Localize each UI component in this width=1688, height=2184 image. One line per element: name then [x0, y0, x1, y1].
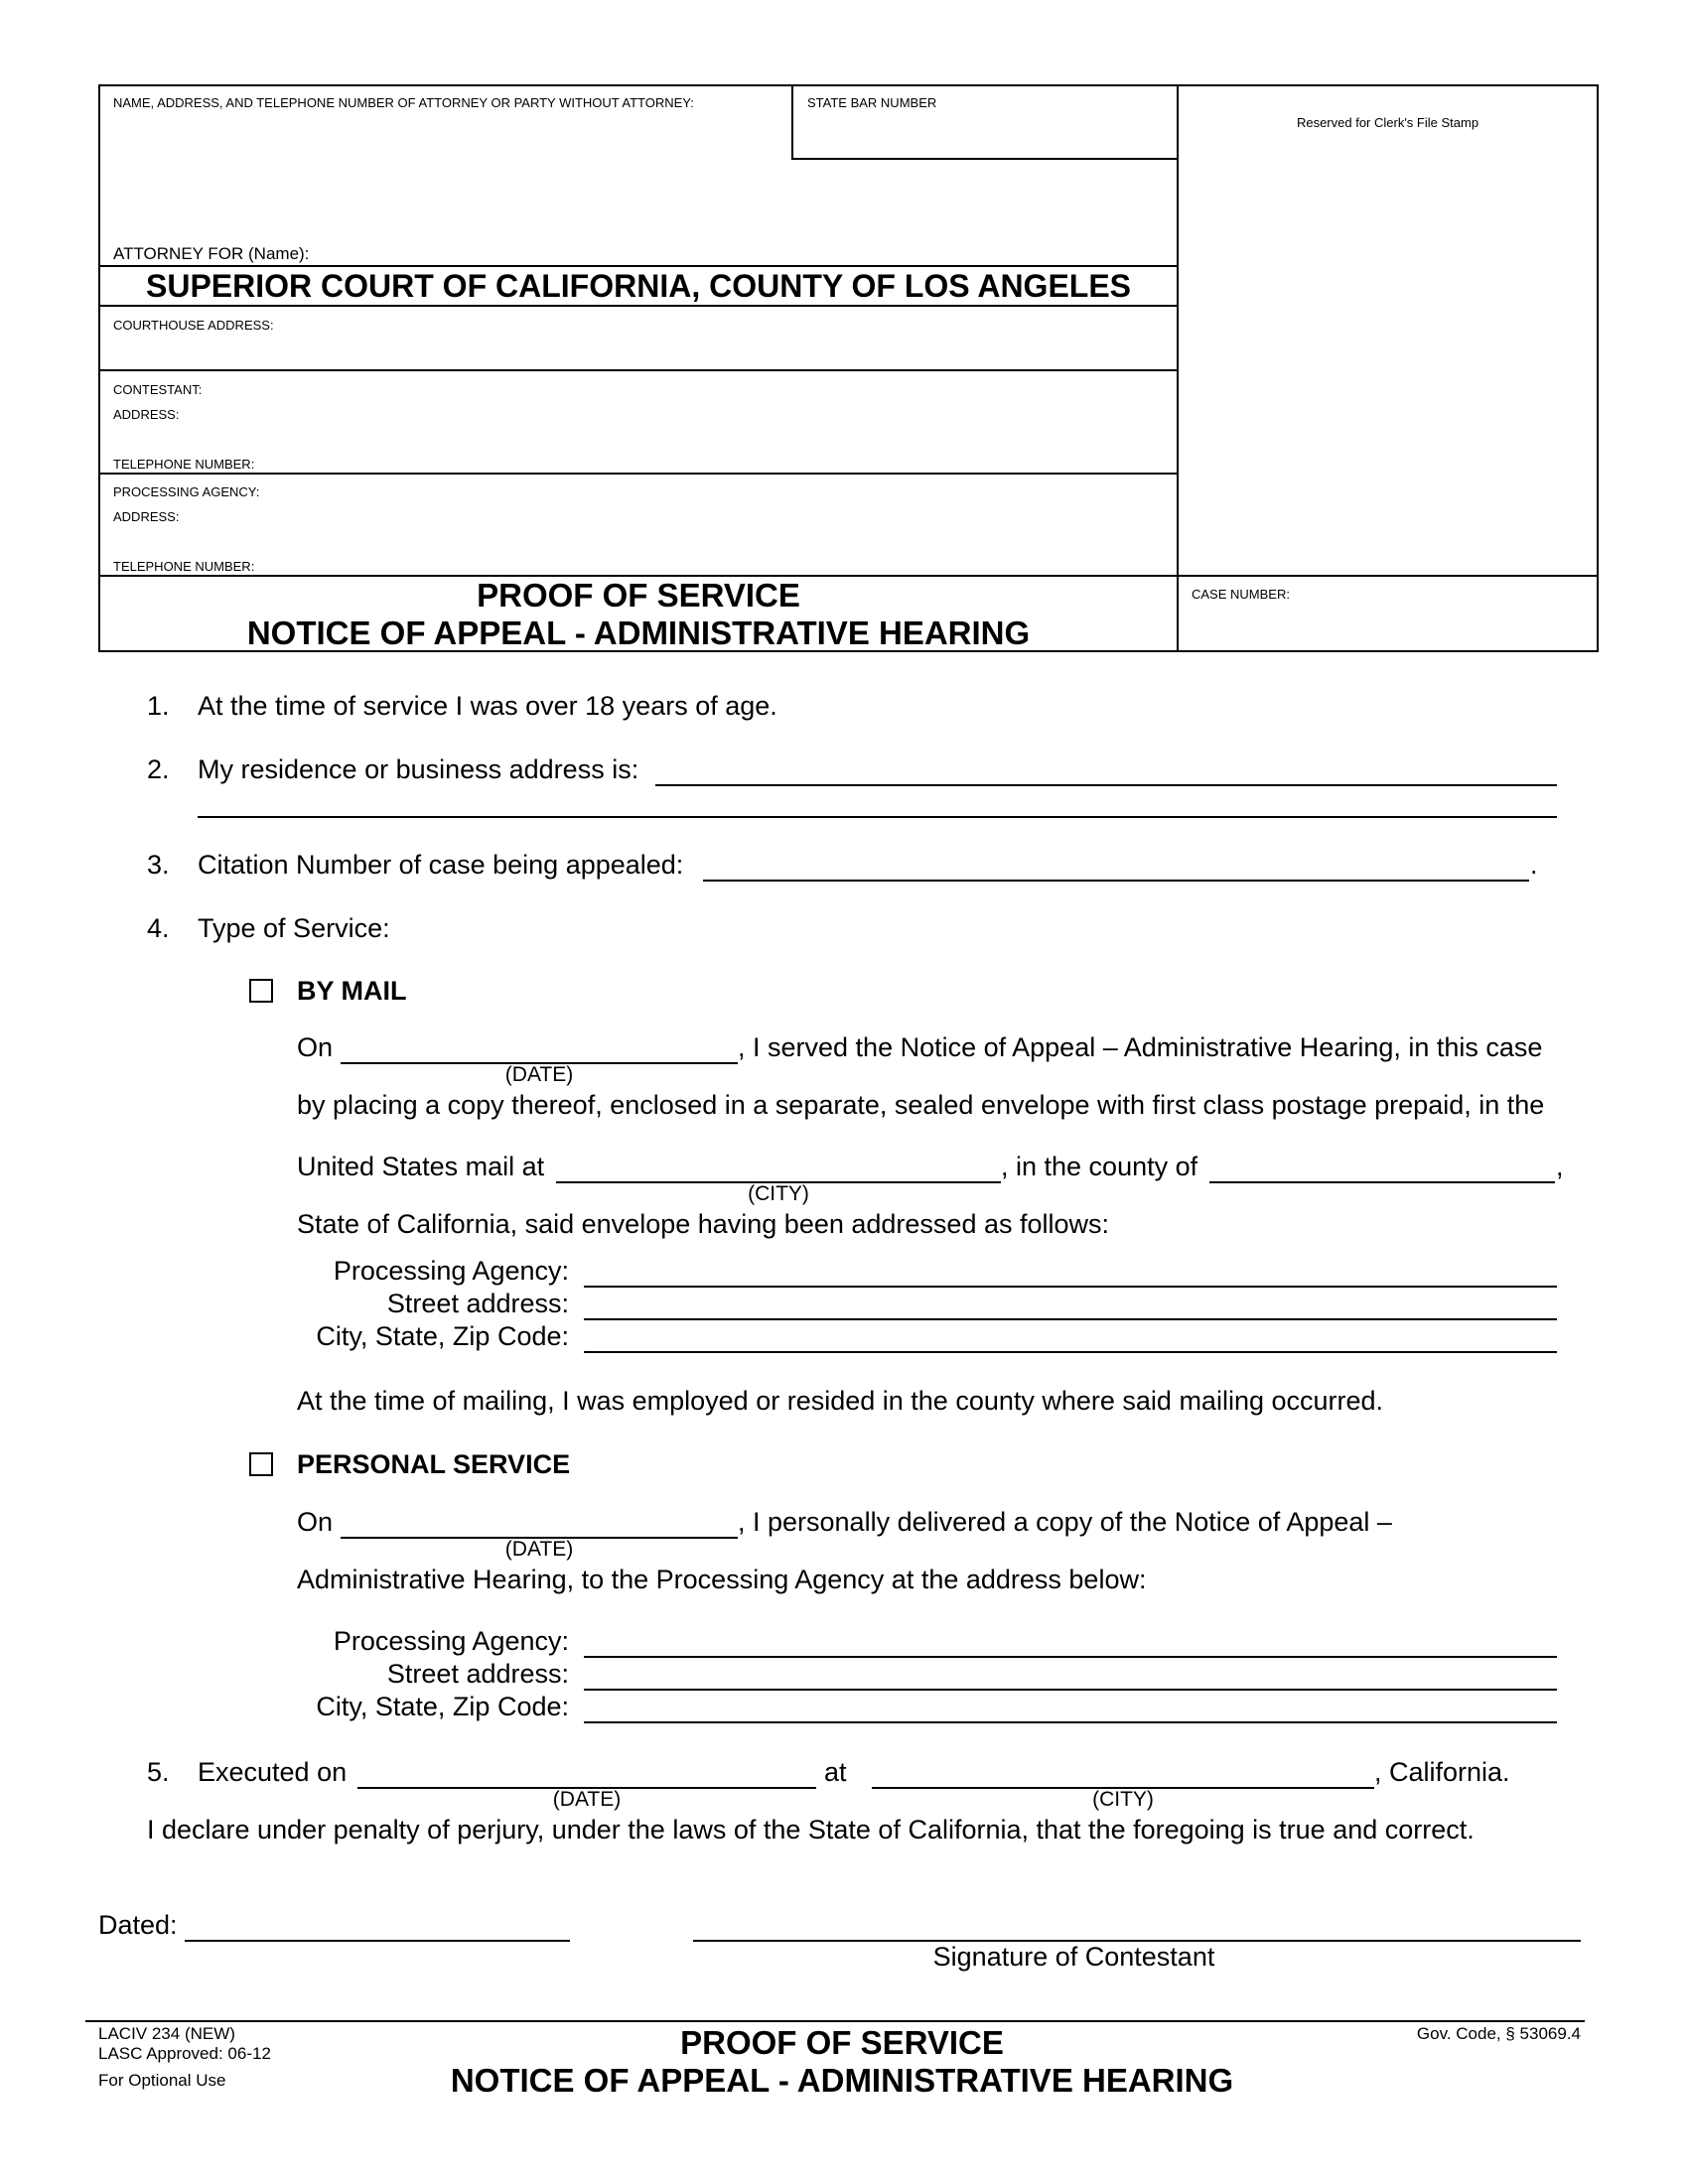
dated-label: Dated:	[98, 1910, 178, 1940]
mail-on-label: On	[297, 1032, 334, 1062]
personal-on-label: On	[297, 1507, 334, 1537]
state-bar-label: STATE BAR NUMBER	[807, 95, 937, 110]
executed-date-caption: (DATE)	[552, 1788, 622, 1811]
personal-city-state-zip-label: City, State, Zip Code:	[316, 1692, 569, 1721]
personal-service-heading: PERSONAL SERVICE	[297, 1449, 571, 1479]
address-line-2[interactable]	[198, 816, 1557, 818]
citation-number-line[interactable]	[703, 880, 1529, 882]
personal-agency-line[interactable]	[584, 1656, 1557, 1658]
item-2-text: My residence or business address is:	[198, 754, 639, 784]
executed-california-text: , California.	[1374, 1757, 1510, 1787]
dated-line[interactable]	[185, 1940, 570, 1942]
item-2-number: 2.	[147, 754, 170, 784]
by-mail-checkbox[interactable]	[249, 979, 273, 1003]
mail-date-caption: (DATE)	[504, 1063, 574, 1086]
mail-served-text: , I served the Notice of Appeal – Administrative Hearing, in this case	[738, 1032, 1543, 1062]
signature-caption: Signature of Contestant	[932, 1942, 1215, 1972]
address-line-1[interactable]	[655, 784, 1557, 786]
footer-title-line2: NOTICE OF APPEAL - ADMINISTRATIVE HEARING	[450, 2062, 1234, 2099]
mail-employed-text: At the time of mailing, I was employed or resided in the county where said mailing occurred.	[297, 1386, 1384, 1416]
footer-title-line1: PROOF OF SERVICE	[680, 2024, 1004, 2061]
executed-on-label: Executed on	[198, 1757, 348, 1787]
agency-phone-label: TELEPHONE NUMBER:	[113, 559, 255, 574]
item-5-number: 5.	[147, 1757, 170, 1787]
mail-city-state-zip-label: City, State, Zip Code:	[316, 1321, 569, 1351]
footer-optional-use: For Optional Use	[98, 2071, 226, 2090]
item-1-number: 1.	[147, 691, 170, 721]
footer-form-id: LACIV 234 (NEW)	[98, 2024, 235, 2043]
personal-admin-text: Administrative Hearing, to the Processing Agency at the address below:	[297, 1565, 1147, 1594]
item-3-number: 3.	[147, 850, 170, 880]
personal-service-checkbox[interactable]	[249, 1452, 273, 1476]
mail-street-line[interactable]	[584, 1318, 1557, 1320]
agency-address-label: ADDRESS:	[113, 509, 180, 524]
contestant-address-label: ADDRESS:	[113, 407, 180, 422]
attorney-label: NAME, ADDRESS, AND TELEPHONE NUMBER OF ATTORNEY OR PARTY WITHOUT ATTORNEY:	[113, 95, 694, 110]
mail-county-comma: ,	[1556, 1152, 1564, 1181]
item-1-text: At the time of service I was over 18 years of age.	[198, 691, 777, 721]
mail-agency-label: Processing Agency:	[333, 1256, 569, 1286]
mail-city-state-zip-line[interactable]	[584, 1351, 1557, 1353]
item-4-text: Type of Service:	[198, 913, 390, 943]
mail-state-text: State of California, said envelope having been addressed as follows:	[297, 1209, 1110, 1239]
mail-us-mail-text: United States mail at	[297, 1152, 545, 1181]
footer-divider	[85, 2020, 1585, 2022]
clerk-stamp-label: Reserved for Clerk's File Stamp	[1296, 115, 1479, 130]
mail-county-text: , in the county of	[1001, 1152, 1198, 1181]
item-3-text: Citation Number of case being appealed:	[198, 850, 684, 880]
personal-date-caption: (DATE)	[504, 1538, 574, 1561]
personal-agency-label: Processing Agency:	[333, 1626, 569, 1656]
executed-city-caption: (CITY)	[1092, 1788, 1154, 1811]
personal-city-state-zip-line[interactable]	[584, 1721, 1557, 1723]
by-mail-heading: BY MAIL	[297, 976, 407, 1006]
item-3-period: .	[1530, 850, 1538, 880]
court-name: SUPERIOR COURT OF CALIFORNIA, COUNTY OF LOS ANGELES	[145, 268, 1132, 304]
personal-delivered-text: , I personally delivered a copy of the Notice of Appeal –	[738, 1507, 1392, 1537]
mail-placing-text: by placing a copy thereof, enclosed in a separate, sealed envelope with first class postage prepaid, in the	[297, 1090, 1545, 1120]
contestant-phone-label: TELEPHONE NUMBER:	[113, 457, 255, 472]
declaration-text: I declare under penalty of perjury, under the laws of the State of California, that the foregoing is true and correct.	[147, 1815, 1475, 1844]
item-4-number: 4.	[147, 913, 170, 943]
footer-approved: LASC Approved: 06-12	[98, 2044, 271, 2063]
mail-city-caption: (CITY)	[748, 1182, 809, 1205]
contestant-label: CONTESTANT:	[113, 382, 203, 397]
personal-street-line[interactable]	[584, 1689, 1557, 1691]
executed-at-label: at	[824, 1757, 847, 1787]
mail-street-label: Street address:	[386, 1289, 569, 1318]
courthouse-address-label: COURTHOUSE ADDRESS:	[113, 318, 274, 333]
footer-gov-code: Gov. Code, § 53069.4	[1416, 2024, 1581, 2043]
case-number-label: CASE NUMBER:	[1192, 587, 1290, 602]
form-title-line1: PROOF OF SERVICE	[477, 577, 800, 614]
form-title-line2: NOTICE OF APPEAL - ADMINISTRATIVE HEARING	[246, 614, 1031, 651]
personal-street-label: Street address:	[386, 1659, 569, 1689]
attorney-for-label: ATTORNEY FOR (Name):	[113, 244, 310, 263]
agency-label: PROCESSING AGENCY:	[113, 484, 260, 499]
mail-agency-line[interactable]	[584, 1286, 1557, 1288]
mail-county-line[interactable]	[1209, 1181, 1555, 1183]
